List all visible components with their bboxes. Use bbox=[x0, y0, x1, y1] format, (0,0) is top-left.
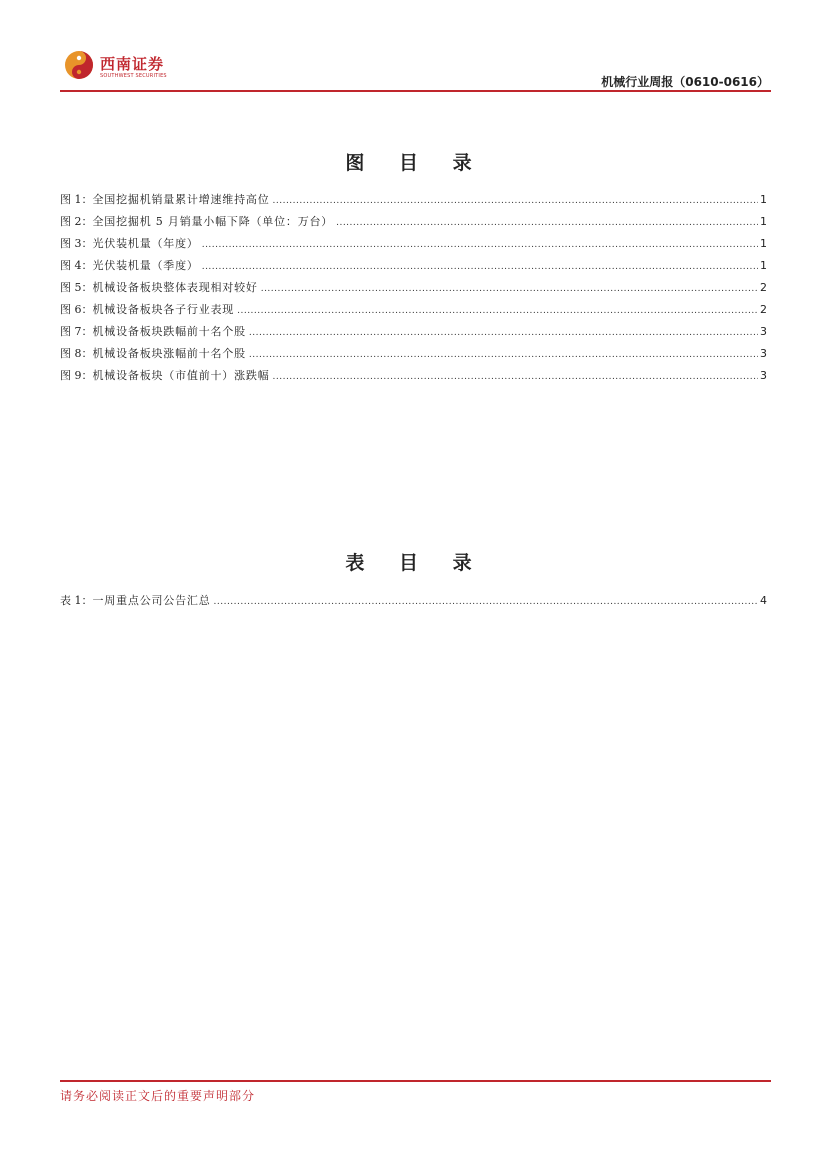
footer-divider bbox=[60, 1080, 771, 1082]
figure-toc-entry[interactable] bbox=[60, 301, 767, 323]
dot-leader bbox=[261, 284, 758, 294]
figure-toc-entry[interactable] bbox=[60, 367, 767, 389]
table-toc-entry[interactable] bbox=[60, 592, 767, 614]
entry-title: 光伏装机量（季度） bbox=[92, 259, 199, 272]
entry-page-number: 2 bbox=[760, 303, 767, 316]
entry-title: 机械设备板块跌幅前十名个股 bbox=[92, 325, 246, 338]
dot-leader bbox=[237, 306, 758, 316]
entry-page-number: 1 bbox=[760, 215, 767, 228]
dot-leader bbox=[336, 218, 758, 228]
entry-page-number: 3 bbox=[760, 325, 767, 338]
entry-page-number: 4 bbox=[760, 594, 767, 607]
entry-label: 图 4： bbox=[60, 259, 93, 272]
entry-label: 图 1： bbox=[60, 193, 93, 206]
entry-label: 图 8： bbox=[60, 347, 93, 360]
entry-label: 图 3： bbox=[60, 237, 93, 250]
figure-toc-entry[interactable] bbox=[60, 235, 767, 257]
dot-leader bbox=[273, 372, 759, 382]
entry-title: 全国挖掘机 5 月销量小幅下降（单位：万台） bbox=[92, 215, 334, 228]
header-divider bbox=[60, 90, 771, 92]
dot-leader bbox=[214, 597, 759, 607]
dot-leader bbox=[202, 262, 758, 272]
entry-page-number: 3 bbox=[760, 369, 767, 382]
logo-english-name: SOUTHWEST SECURITIES bbox=[100, 73, 167, 79]
entry-label: 表 1： bbox=[60, 594, 93, 607]
entry-page-number: 1 bbox=[760, 193, 767, 206]
entry-page-number: 1 bbox=[760, 237, 767, 250]
entry-title: 机械设备板块涨幅前十名个股 bbox=[92, 347, 246, 360]
entry-title: 机械设备板块整体表现相对较好 bbox=[92, 281, 258, 294]
entry-title: 机械设备板块各子行业表现 bbox=[92, 303, 235, 316]
report-title: 机械行业周报（0610-0616） bbox=[601, 75, 769, 89]
entry-label: 图 5： bbox=[60, 281, 93, 294]
entry-page-number: 2 bbox=[760, 281, 767, 294]
dot-leader bbox=[249, 350, 758, 360]
figure-toc-entry[interactable] bbox=[60, 279, 767, 301]
table-toc-list bbox=[60, 592, 767, 614]
figure-toc-entry[interactable] bbox=[60, 191, 767, 213]
entry-title: 光伏装机量（年度） bbox=[92, 237, 199, 250]
entry-label: 图 2： bbox=[60, 215, 93, 228]
company-logo bbox=[60, 48, 200, 86]
entry-title: 全国挖掘机销量累计增速维持高位 bbox=[92, 193, 270, 206]
southwest-securities-logo-icon bbox=[64, 50, 94, 80]
logo-chinese-name: 西南证券 bbox=[100, 55, 165, 73]
dot-leader bbox=[202, 240, 758, 250]
figure-toc-title: 图 目 录 bbox=[345, 152, 486, 174]
entry-page-number: 1 bbox=[760, 259, 767, 272]
entry-page-number: 3 bbox=[760, 347, 767, 360]
entry-label: 图 9： bbox=[60, 369, 93, 382]
entry-title: 一周重点公司公告汇总 bbox=[92, 594, 211, 607]
page-header bbox=[60, 48, 771, 94]
figure-toc-entry[interactable] bbox=[60, 345, 767, 367]
figure-toc-entry[interactable] bbox=[60, 323, 767, 345]
figure-toc-entry[interactable] bbox=[60, 257, 767, 279]
dot-leader bbox=[249, 328, 758, 338]
footer-disclaimer: 请务必阅读正文后的重要声明部分 bbox=[60, 1089, 256, 1103]
dot-leader bbox=[273, 196, 759, 206]
entry-label: 图 7： bbox=[60, 325, 93, 338]
figure-toc-entry[interactable] bbox=[60, 213, 767, 235]
entry-title: 机械设备板块（市值前十）涨跌幅 bbox=[92, 369, 270, 382]
figure-toc-list bbox=[60, 191, 767, 389]
entry-label: 图 6： bbox=[60, 303, 93, 316]
table-toc-title: 表 目 录 bbox=[345, 552, 486, 574]
